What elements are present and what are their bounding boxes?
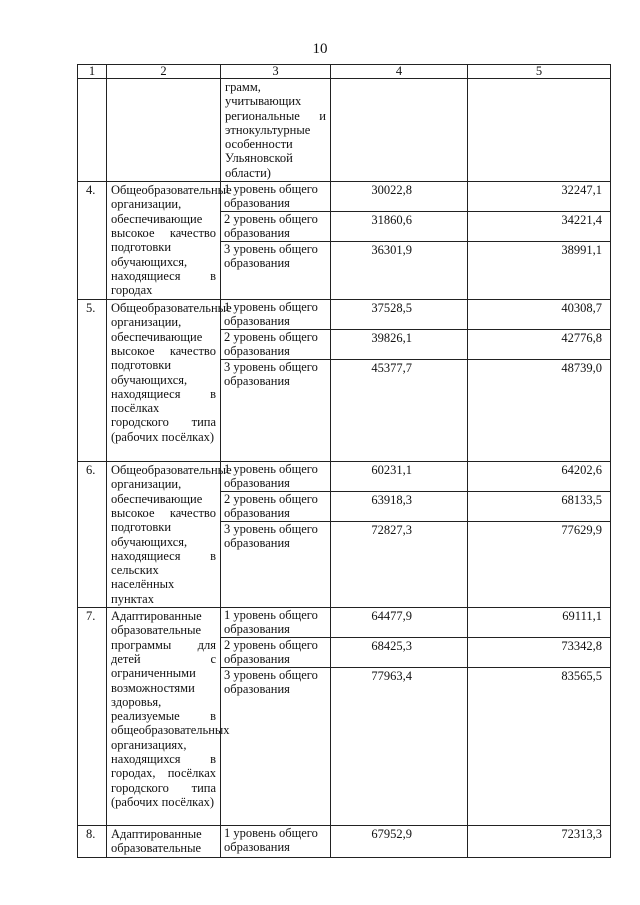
value-cell: 39826,1	[331, 330, 468, 360]
funding-table	[77, 64, 611, 858]
value-cell: 40308,7	[468, 300, 611, 330]
value-cell: 73342,8	[468, 638, 611, 668]
table-row	[78, 462, 611, 492]
column-header: 2	[107, 65, 221, 79]
value-cell: 68425,3	[331, 638, 468, 668]
level-label: 2 уровень общего образования	[221, 212, 331, 242]
value-cell: 69111,1	[468, 608, 611, 638]
level-label: 2 уровень общего образования	[221, 492, 331, 522]
level-label: 1 уровень общего образования	[221, 462, 331, 492]
row-description: Общеобразовательные организации, обеспечивающие высокое качество подготовки обучающихся, находящиеся в городах	[107, 182, 221, 300]
value-cell: 77629,9	[468, 522, 611, 608]
value-cell: 64477,9	[331, 608, 468, 638]
row-number: 7.	[78, 608, 107, 826]
row-number: 4.	[78, 182, 107, 300]
value-cell: 77963,4	[331, 668, 468, 826]
row-description: Адаптированные образовательные	[107, 826, 221, 858]
row-number: 5.	[78, 300, 107, 462]
row-description: Общеобразовательные организации, обеспечивающие высокое качество подготовки обучающихся, находящиеся в посёлках городского типа (рабочих посёлках)	[107, 300, 221, 462]
value-cell: 34221,4	[468, 212, 611, 242]
value-cell: 72827,3	[331, 522, 468, 608]
row-number: 8.	[78, 826, 107, 858]
value-cell: 32247,1	[468, 182, 611, 212]
row-number: 6.	[78, 462, 107, 608]
level-label: 1 уровень общего образования	[221, 182, 331, 212]
level-cell-continuation: грамм, учитывающих региональные и этнокультурные особенности Ульяновской области)	[221, 79, 331, 182]
table-row	[78, 182, 611, 212]
value-cell: 38991,1	[468, 242, 611, 300]
value-cell: 48739,0	[468, 360, 611, 462]
row-description: Адаптированные образовательные программы для детей с ограниченными возможностями здоровья, реализуемые в общеобразовательных организациях, находящихся в городах, посёлках городского типа (рабочих посёлках)	[107, 608, 221, 826]
value-cell: 31860,6	[331, 212, 468, 242]
value-cell: 64202,6	[468, 462, 611, 492]
value-cell: 83565,5	[468, 668, 611, 826]
value-cell: 42776,8	[468, 330, 611, 360]
table-row	[78, 608, 611, 638]
level-label: 1 уровень общего образования	[221, 826, 331, 858]
level-label: 3 уровень общего образования	[221, 522, 331, 608]
level-label: 3 уровень общего образования	[221, 668, 331, 826]
table-row	[78, 300, 611, 330]
column-header: 5	[468, 65, 611, 79]
value-cell: 45377,7	[331, 360, 468, 462]
column-header: 4	[331, 65, 468, 79]
table-row-continuation	[78, 79, 611, 182]
value-cell: 72313,3	[468, 826, 611, 858]
page-number: 10	[312, 41, 328, 57]
column-header: 3	[221, 65, 331, 79]
level-label: 3 уровень общего образования	[221, 242, 331, 300]
table-header-row	[78, 65, 611, 79]
level-label: 1 уровень общего образования	[221, 608, 331, 638]
value-cell: 36301,9	[331, 242, 468, 300]
level-label: 3 уровень общего образования	[221, 360, 331, 462]
value-cell: 60231,1	[331, 462, 468, 492]
value-cell: 68133,5	[468, 492, 611, 522]
level-label: 1 уровень общего образования	[221, 300, 331, 330]
level-label: 2 уровень общего образования	[221, 330, 331, 360]
column-header: 1	[78, 65, 107, 79]
value-cell: 67952,9	[331, 826, 468, 858]
level-label: 2 уровень общего образования	[221, 638, 331, 668]
value-cell: 37528,5	[331, 300, 468, 330]
table-row	[78, 826, 611, 858]
value-cell: 63918,3	[331, 492, 468, 522]
value-cell: 30022,8	[331, 182, 468, 212]
row-description: Общеобразовательные организации, обеспечивающие высокое качество подготовки обучающихся, находящиеся в сельских населённых пунктах	[107, 462, 221, 608]
